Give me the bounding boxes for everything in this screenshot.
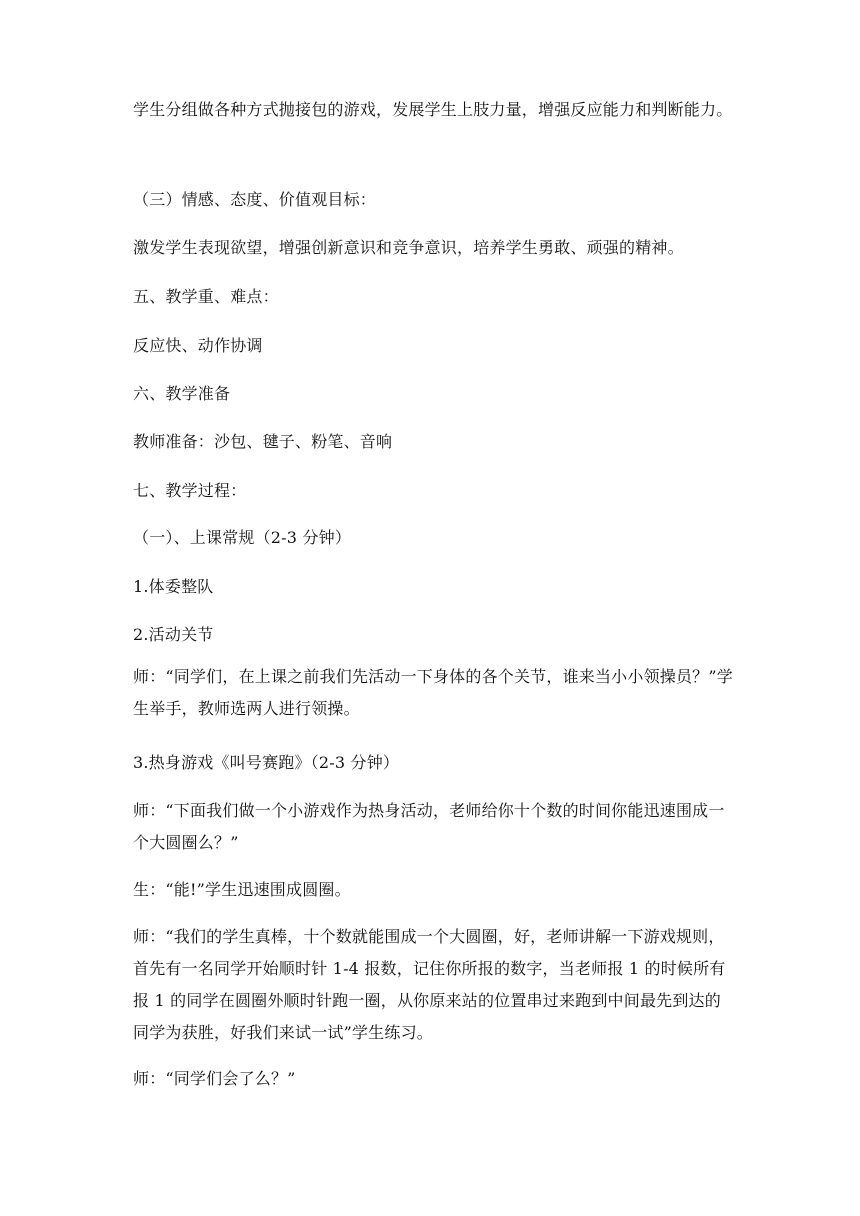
paragraph-teacher-dialogue-4: 师：“同学们会了么？”	[133, 1069, 296, 1088]
paragraph-emotion-goal-heading: （三）情感、态度、价值观目标：	[133, 190, 377, 209]
paragraph-skill-goal: 学生分组做各种方式抛接包的游戏，发展学生上肢力量，增强反应能力和判断能力。	[133, 100, 733, 119]
paragraph-preparation: 教师准备：沙包、毽子、粉笔、音响	[133, 432, 393, 451]
section-heading-key-points: 五、教学重、难点：	[133, 287, 279, 306]
subsection-class-routine: （一）、上课常规（2-3 分钟）	[133, 528, 352, 547]
section-heading-preparation: 六、教学准备	[133, 384, 231, 403]
paragraph-key-points: 反应快、动作协调	[133, 336, 263, 355]
paragraph-emotion-goal: 激发学生表现欲望，增强创新意识和竞争意识，培养学生勇敢、顽强的精神。	[133, 238, 684, 257]
paragraph-step-3: 3.热身游戏《叫号赛跑》（2-3 分钟）	[133, 753, 400, 772]
paragraph-student-reply: 生：“能!”学生迅速围成圆圈。	[133, 880, 351, 899]
paragraph-step-1: 1.体委整队	[133, 577, 214, 596]
paragraph-step-2: 2.活动关节	[133, 625, 214, 644]
paragraph-teacher-dialogue-2: 师：“下面我们做一个小游戏作为热身活动，老师给你十个数的时间你能迅速围成一个大圆圈么？”	[133, 801, 725, 852]
paragraph-teacher-dialogue-1: 师：“同学们，在上课之前我们先活动一下身体的各个关节，谁来当小小领操员？”学生举手，教师选两人进行领操。	[133, 667, 733, 718]
section-heading-process: 七、教学过程：	[133, 481, 247, 500]
paragraph-teacher-dialogue-3: 师：“我们的学生真棒，十个数就能围成一个大圆圈，好，老师讲解一下游戏规则，首先有一名同学开始顺时针 1-4 报数，记住你所报的数字，当老师报 1 的时候所有报 1 的同学在圆圈外顺时针跑一圈，从你原来站的位置串过来跑到中间最先到达的同学为获胜，好我们来试一试”学生练习。	[133, 927, 726, 1042]
